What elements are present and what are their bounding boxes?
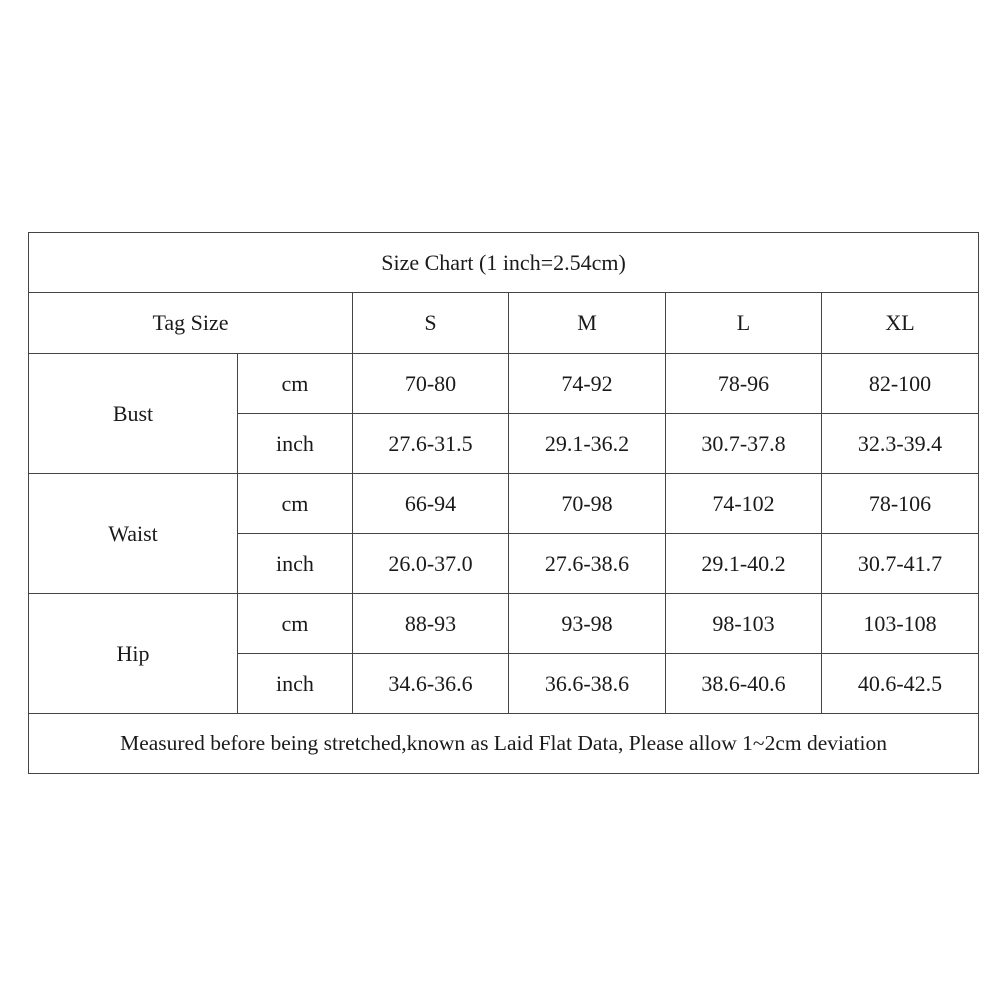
size-header-s: S <box>353 293 509 354</box>
table-cell: 27.6-31.5 <box>353 414 509 474</box>
table-cell: 36.6-38.6 <box>509 654 666 714</box>
table-cell: 103-108 <box>822 594 979 654</box>
table-cell: 30.7-41.7 <box>822 534 979 594</box>
unit-label: cm <box>238 594 353 654</box>
table-cell: 32.3-39.4 <box>822 414 979 474</box>
table-cell: 29.1-36.2 <box>509 414 666 474</box>
measurement-label-hip: Hip <box>29 594 238 714</box>
table-cell: 34.6-36.6 <box>353 654 509 714</box>
unit-label: inch <box>238 654 353 714</box>
unit-label: cm <box>238 354 353 414</box>
table-cell: 93-98 <box>509 594 666 654</box>
table-cell: 29.1-40.2 <box>666 534 822 594</box>
unit-label: inch <box>238 414 353 474</box>
table-cell: 30.7-37.8 <box>666 414 822 474</box>
tag-size-label: Tag Size <box>29 293 353 354</box>
unit-label: inch <box>238 534 353 594</box>
table-cell: 78-106 <box>822 474 979 534</box>
size-chart-table <box>28 232 979 774</box>
table-cell: 82-100 <box>822 354 979 414</box>
table-cell: 70-98 <box>509 474 666 534</box>
table-cell: 74-102 <box>666 474 822 534</box>
table-cell: 98-103 <box>666 594 822 654</box>
table-cell: 40.6-42.5 <box>822 654 979 714</box>
table-cell: 26.0-37.0 <box>353 534 509 594</box>
table-cell: 38.6-40.6 <box>666 654 822 714</box>
table-cell: 78-96 <box>666 354 822 414</box>
measurement-note: Measured before being stretched,known as Laid Flat Data, Please allow 1~2cm deviation <box>29 714 979 774</box>
table-cell: 88-93 <box>353 594 509 654</box>
size-header-l: L <box>666 293 822 354</box>
table-cell: 27.6-38.6 <box>509 534 666 594</box>
table-cell: 74-92 <box>509 354 666 414</box>
chart-title: Size Chart (1 inch=2.54cm) <box>29 233 979 293</box>
measurement-label-waist: Waist <box>29 474 238 594</box>
unit-label: cm <box>238 474 353 534</box>
size-header-xl: XL <box>822 293 979 354</box>
table-cell: 66-94 <box>353 474 509 534</box>
size-header-m: M <box>509 293 666 354</box>
table-cell: 70-80 <box>353 354 509 414</box>
measurement-label-bust: Bust <box>29 354 238 474</box>
